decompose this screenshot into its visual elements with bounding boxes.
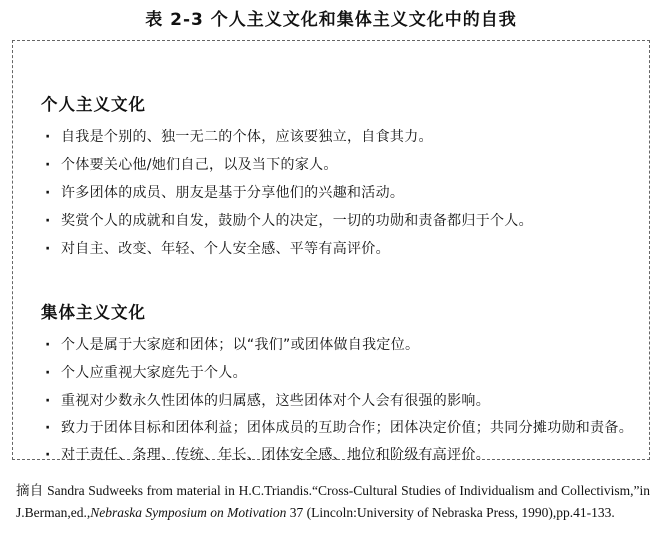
table-title: 表 2-3 个人主义文化和集体主义文化中的自我 [145, 10, 517, 30]
list-item: · 个人是属于大家庭和团体；以“我们”或团体做自我定位。 [41, 331, 651, 359]
list-item: · 对自主、改变、年轻、个人安全感、平等有高评价。 [41, 235, 651, 263]
section-heading: 个人主义文化 [41, 95, 146, 114]
collectivism-section [41, 299, 651, 469]
list-item: · 个人应重视大家庭先于个人。 [41, 359, 651, 387]
list-item: · 自我是个别的、独一无二的个体，应该要独立，自食其力。 [41, 123, 651, 151]
source-footnote: 摘自 Sandra Sudweeks from material in H.C.Triandis.“Cross-Cultural Studies of Individualism and Collectivism,”in J.Berman,ed.,Nebraska Symposium on Motivation 37 (Lincoln:University of Nebraska Press, 1990),pp.41-133. [16, 483, 650, 520]
list-item: · 对于责任、条理、传统、年长、团体安全感、地位和阶级有高评价。 [41, 441, 651, 469]
list-item: · 重视对少数永久性团体的归属感，这些团体对个人会有很强的影响。 [41, 387, 651, 415]
journal-title: Nebraska Symposium on Motivation [90, 505, 287, 520]
list-item: · 奖赏个人的成就和自发，鼓励个人的决定，一切的功勋和责备都归于个人。 [41, 207, 651, 235]
individualism-section [41, 91, 651, 263]
table-box [12, 40, 650, 463]
list-item: · 致力于团体目标和团体利益；团体成员的互助合作；团体决定价值；共同分摊功勋和责备。 [41, 415, 651, 441]
list-item: · 个体要关心他/她们自己，以及当下的家人。 [41, 151, 651, 179]
section-heading: 集体主义文化 [41, 303, 146, 322]
list-item: · 许多团体的成员、朋友是基于分享他们的兴趣和活动。 [41, 179, 651, 207]
